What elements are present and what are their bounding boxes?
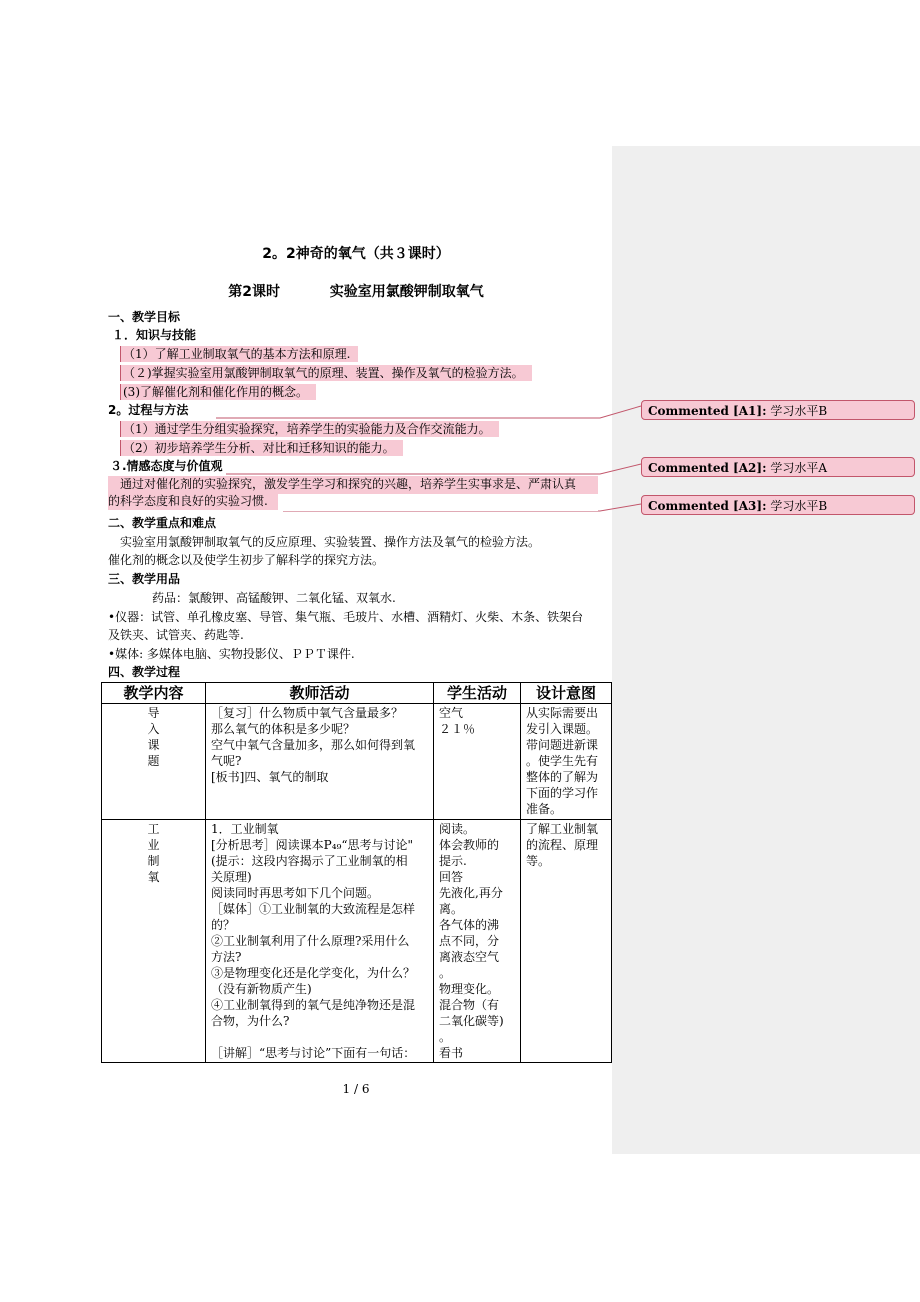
header-content: 教学内容: [102, 683, 206, 704]
objective-item: (3)了解催化剂和催化作用的概念。: [120, 384, 316, 400]
comment-a1[interactable]: Commented [A1]: 学习水平B: [641, 400, 915, 420]
subsection-heading: １．知识与技能: [112, 328, 197, 342]
instruments-line: •仪器：试管、单孔橡皮塞、导管、集气瓶、毛玻片、水槽、酒精灯、火柴、木条、铁架台: [108, 610, 584, 624]
lesson-subtitle: [100, 281, 612, 301]
header-intent: 设计意图: [521, 683, 612, 704]
paragraph-line: 催化剂的概念以及使学生初步了解科学的探究方法。: [108, 553, 385, 567]
teaching-process-table: [101, 682, 612, 1063]
objective-item: （1）通过学生分组实验探究，培养学生的实验能力及合作交流能力。: [120, 421, 499, 437]
lesson-number: 第2课时: [228, 284, 280, 300]
paragraph-line: 实验室用氯酸钾制取氧气的反应原理、实验装置、操作方法及氧气的检验方法。: [120, 535, 541, 549]
highlighted-paragraph: 通过对催化剂的实验探究，激发学生学习和探究的兴趣，培养学生实事求是、严肃认真 的科学态度和良好的实验习惯.: [108, 476, 598, 510]
objective-item: （２)掌握实验室用氯酸钾制取氧气的原理、装置、操作及氧气的检验方法。: [120, 365, 532, 381]
section-heading: 二、教学重点和难点: [108, 516, 217, 530]
instruments-line: 及铁夹、试管夹、药匙等.: [108, 628, 244, 642]
row-student-cell: 空气 ２１％: [434, 704, 521, 820]
document-title: 2。2神奇的氧气（共３课时）: [262, 246, 450, 262]
highlight-mask: [278, 494, 598, 511]
row-intent-cell: 了解工业制氧 的流程、原理 等。: [521, 820, 612, 1063]
section-heading: 一、教学目标: [108, 310, 181, 324]
lesson-topic: 实验室用氯酸钾制取氧气: [329, 284, 484, 300]
table-header-row: [102, 683, 612, 704]
section-heading: 三、教学用品: [108, 572, 181, 586]
table-row: [102, 820, 612, 1063]
row-intent-cell: 从实际需要出 发引入课题。 带问题进新课 。使学生先有 整体的了解为 下面的学习作 准备。: [521, 704, 612, 820]
row-student-cell: 阅读。 体会教师的 提示. 回答 先液化,再分 离。 各气体的沸 点不同，分 离液态空气 。 物理变化。 混合物（有 二氧化碳等) 。 看书: [434, 820, 521, 1063]
table-row: [102, 704, 612, 820]
row-teacher-cell: ［复习］什么物质中氧气含量最多？ 那么氧气的体积是多少呢？ 空气中氧气含量加多，那么如何得到氧 气呢? [板书]四、氧气的制取: [206, 704, 434, 820]
subsection-heading: 2。过程与方法: [108, 403, 189, 417]
section-heading: 四、教学过程: [108, 665, 181, 679]
row-teacher-cell: 1．工业制氧 [分析思考］阅读课本P₄₉“思考与讨论" (提示：这段内容揭示了工业制氧的相 关原理) 阅读同时再思考如下几个问题。 ［媒体］①工业制氧的大致流程是怎样 的？ ②工业制氧利用了什么原理?采用什么 方法? ③是物理变化还是化学变化，为什么？ （没有新物质产生) ④工业制氧得到的氧气是纯净物还是混 合物，为什么? ［讲解］“思考与讨论”下面有一句话：: [206, 820, 434, 1063]
header-student: 学生活动: [434, 683, 521, 704]
drugs-line: 药品：氯酸钾、高锰酸钾、二氧化锰、双氧水.: [152, 591, 396, 605]
media-line: •媒体: 多媒体电脑、实物投影仪、ＰＰＴ课件.: [108, 647, 355, 661]
comment-a3[interactable]: Commented [A3]: 学习水平B: [641, 495, 915, 515]
header-teacher: 教师活动: [206, 683, 434, 704]
subsection-heading: ３.情感态度与价值观: [110, 459, 223, 473]
page-number: 1 / 6: [342, 1082, 370, 1096]
connector-a1: [216, 406, 641, 418]
row-content-cell: 导 入 课 题: [102, 704, 206, 820]
row-content-cell: 工 业 制 氧: [102, 820, 206, 1063]
objective-item: （1）了解工业制取氧气的基本方法和原理.: [120, 346, 358, 362]
objective-item: （2）初步培养学生分析、对比和迁移知识的能力。: [120, 440, 403, 456]
connector-a2: [226, 464, 641, 474]
comment-a2[interactable]: Commented [A2]: 学习水平A: [641, 457, 915, 477]
